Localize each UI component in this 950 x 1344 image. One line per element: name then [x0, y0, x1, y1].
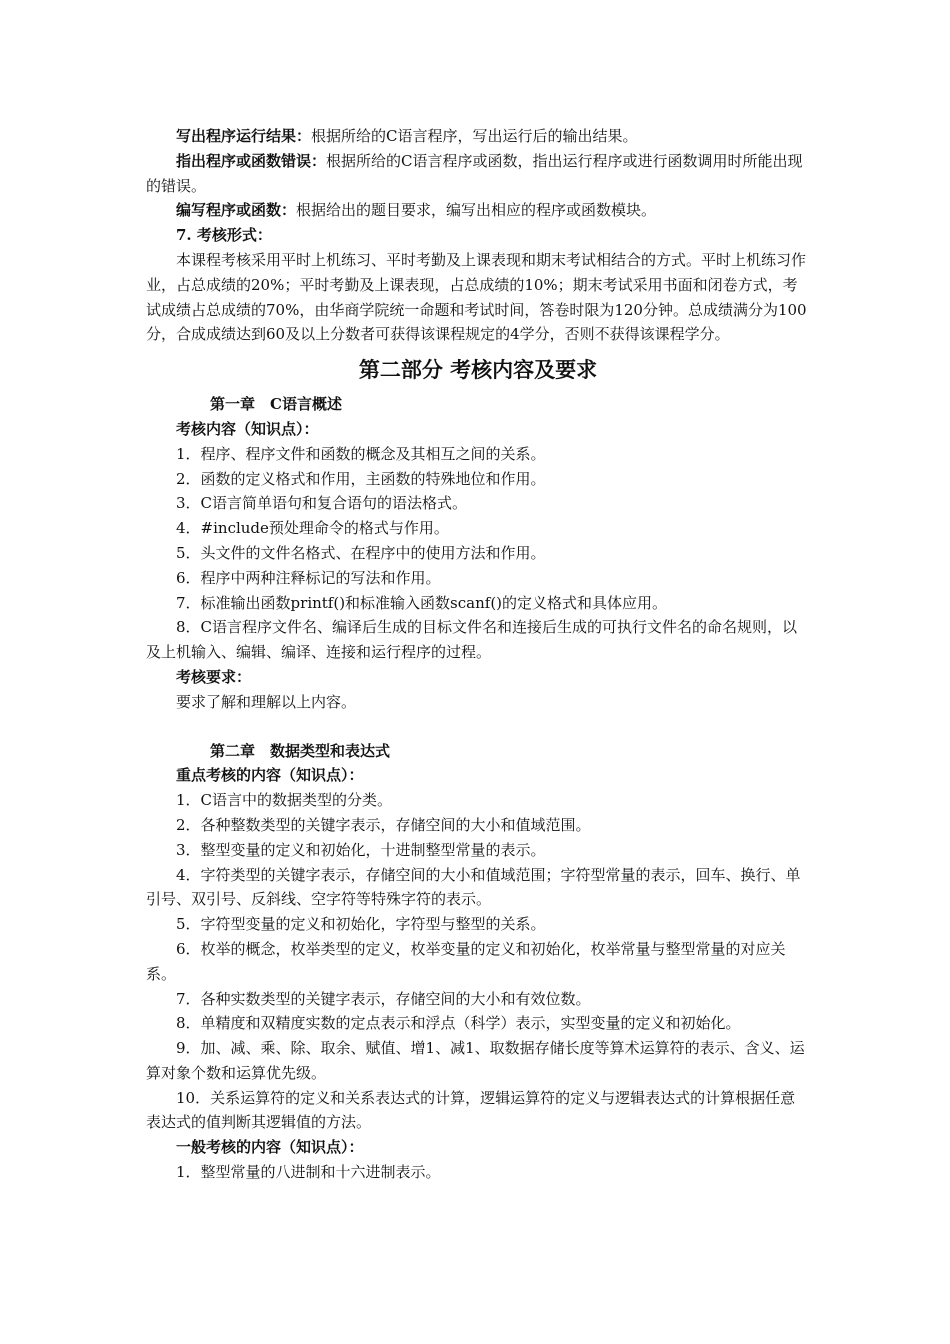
- item-label: 写出程序运行结果：: [176, 127, 312, 145]
- list-item: 1．程序、程序文件和函数的概念及其相互之间的关系。: [176, 444, 546, 463]
- item-find-error: [146, 149, 810, 199]
- section-heading: 重点考核的内容（知识点）：: [176, 766, 364, 785]
- item-text: 根据所给的C语言程序，写出运行后的输出结果。: [311, 127, 638, 145]
- item-label: 指出程序或函数错误：: [176, 151, 327, 170]
- list-item: 2．各种整数类型的关键字表示，存储空间的大小和值域范围。: [176, 815, 591, 834]
- list-item: 2．函数的定义格式和作用，主函数的特殊地位和作用。: [176, 469, 546, 488]
- list-item: 7．标准输出函数printf()和标准输入函数scanf()的定义格式和具体应用。: [176, 593, 668, 612]
- exam-form-text: 本课程考核采用平时上机练习、平时考勤及上课表现和期末考试相结合的方式。平时上机练习作业，占总成绩的20%；平时考勤及上课表现，占总成绩的10%；期末考试采用书面和闭卷方式，考试成绩占总成绩的70%，由华商学院统一命题和考试时间，答卷时限为120分钟。总成绩满分为100分，合成成绩达到60及以上分数者可获得该课程规定的4学分，否则不获得该课程学分。: [146, 250, 807, 344]
- item-text: 根据给出的题目要求，编写出相应的程序或函数模块。: [296, 201, 657, 220]
- list-item: 1．C语言中的数据类型的分类。: [176, 791, 393, 810]
- list-item: 1．整型常量的八进制和十六进制表示。: [176, 1163, 441, 1182]
- item-write-result: [146, 124, 810, 149]
- chapter-title: 第一章 C语言概述: [210, 395, 342, 414]
- list-item: 6．程序中两种注释标记的写法和作用。: [176, 568, 441, 587]
- item-text: 根据所给的C语言程序或函数，指出运行程序或进行函数调用时所能出现的错误。: [146, 151, 803, 195]
- list-item: 8．单精度和双精度实数的定点表示和浮点（科学）表示，实型变量的定义和初始化。: [176, 1014, 741, 1033]
- section-heading: 一般考核的内容（知识点）：: [176, 1138, 364, 1157]
- spacer: [146, 715, 810, 739]
- list-item: 5．头文件的文件名格式、在程序中的使用方法和作用。: [176, 543, 546, 562]
- list-item: 5．字符型变量的定义和初始化，字符型与整型的关系。: [176, 915, 546, 934]
- item-write-program: [146, 198, 810, 223]
- list-item: 6．枚举的概念，枚举类型的定义，枚举变量的定义和初始化，枚举常量与整型常量的对应关系。: [146, 939, 786, 983]
- list-item: 8．C语言程序文件名、编译后生成的目标文件名和连接后生成的可执行文件名的命名规则，以及上机输入、编辑、编译、连接和运行程序的过程。: [146, 618, 798, 662]
- document-body: [146, 124, 810, 1185]
- list-item: 7．各种实数类型的关键字表示，存储空间的大小和有效位数。: [176, 989, 591, 1008]
- exam-form-heading: 7. 考核形式：: [176, 226, 272, 245]
- list-item: 4．#include预处理命令的格式与作用。: [176, 519, 449, 538]
- chapter-title: 第二章 数据类型和表达式: [210, 741, 391, 760]
- item-label: 编写程序或函数：: [176, 201, 297, 220]
- section-heading: 考核要求：: [176, 667, 252, 686]
- list-item: 3．C语言简单语句和复合语句的语法格式。: [176, 494, 468, 513]
- list-item: 3．整型变量的定义和初始化，十进制整型常量的表示。: [176, 840, 546, 859]
- list-item: 4．字符类型的关键字表示，存储空间的大小和值域范围；字符型常量的表示，回车、换行、单引号、双引号、反斜线、空字符等特殊字符的表示。: [146, 865, 801, 909]
- requirement-text: 要求了解和理解以上内容。: [176, 692, 357, 711]
- list-item: 10．关系运算符的定义和关系表达式的计算，逻辑运算符的定义与逻辑表达式的计算根据任意表达式的值判断其逻辑值的方法。: [146, 1088, 796, 1132]
- section-heading: 考核内容（知识点）：: [176, 419, 319, 438]
- list-item: 9．加、减、乘、除、取余、赋值、增1、减1、取数据存储长度等算术运算符的表示、含义、运算对象个数和运算优先级。: [146, 1039, 805, 1082]
- part-title: 第二部分 考核内容及要求: [358, 357, 598, 383]
